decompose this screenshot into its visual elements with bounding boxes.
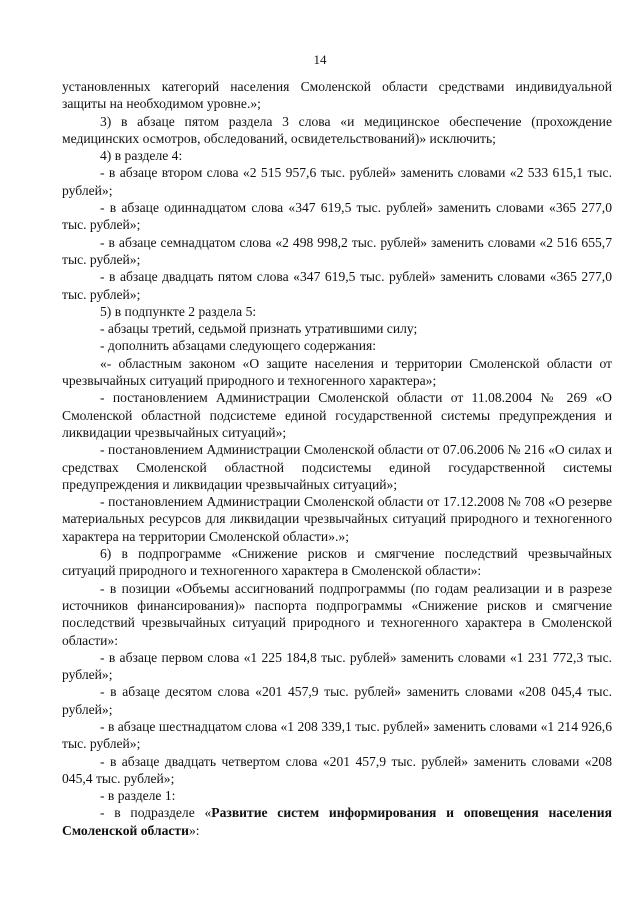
- paragraph: - постановлением Администрации Смоленской области от 11.08.2004 № 269 «О Смоленской областной подсистеме единой государственной системы предупреждения и ликвидации чрезвычайных ситуаций»;: [62, 390, 612, 440]
- paragraph: установленных категорий населения Смоленской области средствами индивидуальной защиты на необходимом уровне.»;: [62, 79, 612, 112]
- paragraph: - в абзаце первом слова «1 225 184,8 тыс. рублей» заменить словами «1 231 772,3 тыс. рублей»;: [62, 649, 612, 683]
- paragraph-suffix: »:: [188, 822, 200, 838]
- paragraph: 3) в абзаце пятом раздела 3 слова «и медицинское обеспечение (прохождение медицинских осмотров, обследований, освидетельствований)» исключить;: [62, 113, 612, 146]
- paragraph: 4) в разделе 4:: [100, 148, 183, 164]
- paragraph: - в абзаце семнадцатом слова «2 498 998,2 тыс. рублей» заменить словами «2 516 655,7 тыс. рублей»;: [62, 234, 612, 267]
- paragraph: - в абзаце втором слова «2 515 957,6 тыс. рублей» заменить словами «2 533 615,1 тыс. рублей»;: [62, 165, 612, 198]
- page-number: 14: [313, 52, 327, 67]
- paragraph: - в позиции «Объемы ассигнований подпрограммы (по годам реализации и в разрезе источников финансирования)» паспорта подпрограммы «Снижение рисков и смягчение последствий чрезвычайных ситуаций природного и техногенного характера в Смоленской области»:: [62, 580, 612, 648]
- paragraph: «- областным законом «О защите населения и территории Смоленской области от чрезвычайных ситуаций природного и техногенного характера»;: [62, 355, 612, 389]
- paragraph: - постановлением Администрации Смоленской области от 07.06.2006 № 216 «О силах и средствах Смоленской областной подсистемы единой государственной системы предупреждения и ликвидации чрезвычайных ситуаций»;: [62, 442, 612, 492]
- paragraph: - в абзаце двадцать четвертом слова «201 457,9 тыс. рублей» заменить словами «208 045,4 тыс. рублей»;: [62, 753, 612, 786]
- document-body: [62, 78, 612, 839]
- paragraph: - постановлением Администрации Смоленской области от 17.12.2008 № 708 «О резерве материальных ресурсов для ликвидации чрезвычайных ситуаций природного и техногенного характера на территории Смоленской области».»;: [62, 494, 612, 544]
- paragraph-prefix: - в подразделе «: [100, 805, 212, 821]
- subsection-title: Развитие систем информирования и оповещения населения Смоленской области: [62, 805, 612, 838]
- paragraph: - дополнить абзацами следующего содержания:: [100, 338, 377, 354]
- paragraph: - абзацы третий, седьмой признать утратившими силу;: [100, 321, 418, 337]
- paragraph: 5) в подпункте 2 раздела 5:: [100, 303, 257, 319]
- paragraph: 6) в подпрограмме «Снижение рисков и смягчение последствий чрезвычайных ситуаций природного и техногенного характера в Смоленской области»:: [62, 546, 612, 579]
- paragraph: - в разделе 1:: [100, 788, 176, 804]
- paragraph: - в абзаце десятом слова «201 457,9 тыс. рублей» заменить словами «208 045,4 тыс. рублей»;: [62, 684, 612, 717]
- paragraph: [62, 804, 612, 839]
- paragraph: - в абзаце одиннадцатом слова «347 619,5 тыс. рублей» заменить словами «365 277,0 тыс. рублей»;: [62, 200, 612, 233]
- paragraph: - в абзаце двадцать пятом слова «347 619,5 тыс. рублей» заменить словами «365 277,0 тыс. рублей»;: [62, 269, 612, 302]
- paragraph: - в абзаце шестнадцатом слова «1 208 339,1 тыс. рублей» заменить словами «1 214 926,6 тыс. рублей»;: [62, 718, 612, 752]
